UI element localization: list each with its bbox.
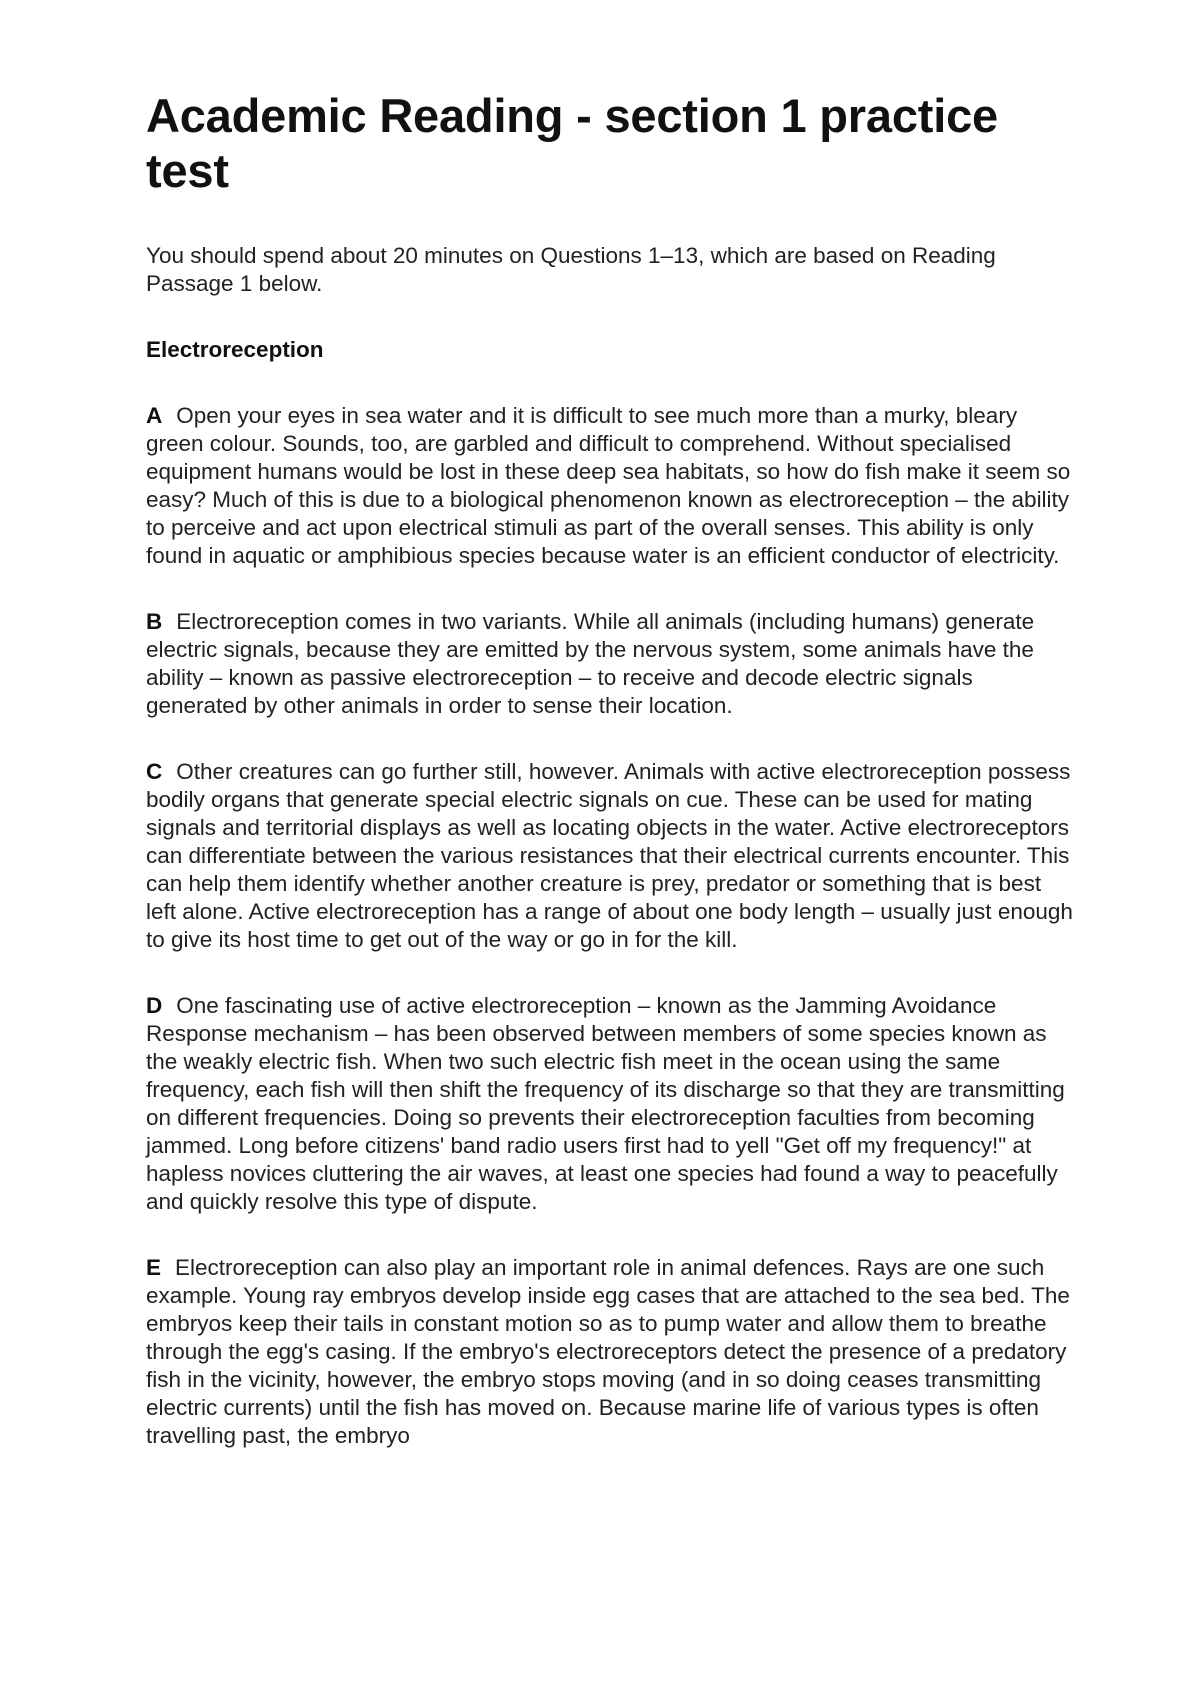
paragraph-letter: D (146, 993, 163, 1018)
paragraph-letter: E (146, 1255, 162, 1280)
paragraph-text: Electroreception can also play an important role in animal defences. Rays are one such example. Young ray embryos develop inside egg cases that are attached to the sea bed. The embryos keep their tails in constant motion so as to pump water and allow them to breathe through the egg's casing. If the embryo's electroreceptors detect the presence of a predatory fish in the vicinity, however, the embryo stops moving (and in so doing ceases transmitting electric currents) until the fish has moved on. Because marine life of various types is often travelling past, the embryo (146, 1255, 1070, 1448)
paragraph-text: Electroreception comes in two variants. While all animals (including humans) generate electric signals, because they are emitted by the nervous system, some animals have the ability – known as passive electroreception – to receive and decode electric signals generated by other animals in order to sense their location. (146, 609, 1035, 718)
document-page (146, 88, 1076, 1450)
paragraph-a (146, 402, 1076, 570)
paragraph-letter: B (146, 609, 163, 634)
paragraph-b (146, 608, 1076, 720)
paragraph-text: Other creatures can go further still, however. Animals with active electroreception possess bodily organs that generate special electric signals on cue. These can be used for mating signals and territorial displays as well as locating objects in the water. Active electroreceptors can differentiate between the various resistances that their electrical currents encounter. This can help them identify whether another creature is prey, predator or something that is best left alone. Active electroreception has a range of about one body length – usually just enough to give its host time to get out of the way or go in for the kill. (146, 759, 1073, 952)
paragraph-d (146, 992, 1076, 1216)
paragraph-text: Open your eyes in sea water and it is difficult to see much more than a murky, bleary green colour. Sounds, too, are garbled and difficult to comprehend. Without specialised equipment humans would be lost in these deep sea habitats, so how do fish make it seem so easy? Much of this is due to a biological phenomenon known as electroreception – the ability to perceive and act upon electrical stimuli as part of the overall senses. This ability is only found in aquatic or amphibious species because water is an efficient conductor of electricity. (146, 403, 1071, 568)
page-title: Academic Reading - section 1 practice test (146, 89, 998, 197)
paragraph-letter: A (146, 403, 163, 428)
paragraph-c (146, 758, 1076, 954)
passage-heading: Electroreception (146, 337, 324, 362)
paragraph-letter: C (146, 759, 163, 784)
paragraph-text: One fascinating use of active electroreception – known as the Jamming Avoidance Response mechanism – has been observed between members of some species known as the weakly electric fish. When two such electric fish meet in the ocean using the same frequency, each fish will then shift the frequency of its discharge so that they are transmitting on different frequencies. Doing so prevents their electroreception faculties from becoming jammed. Long before citizens' band radio users first had to yell "Get off my frequency!" at hapless novices cluttering the air waves, at least one species had found a way to peacefully and quickly resolve this type of dispute. (146, 993, 1065, 1214)
instructions-text: You should spend about 20 minutes on Questions 1–13, which are based on Reading Passage 1 below. (146, 243, 996, 296)
paragraph-e (146, 1254, 1076, 1450)
